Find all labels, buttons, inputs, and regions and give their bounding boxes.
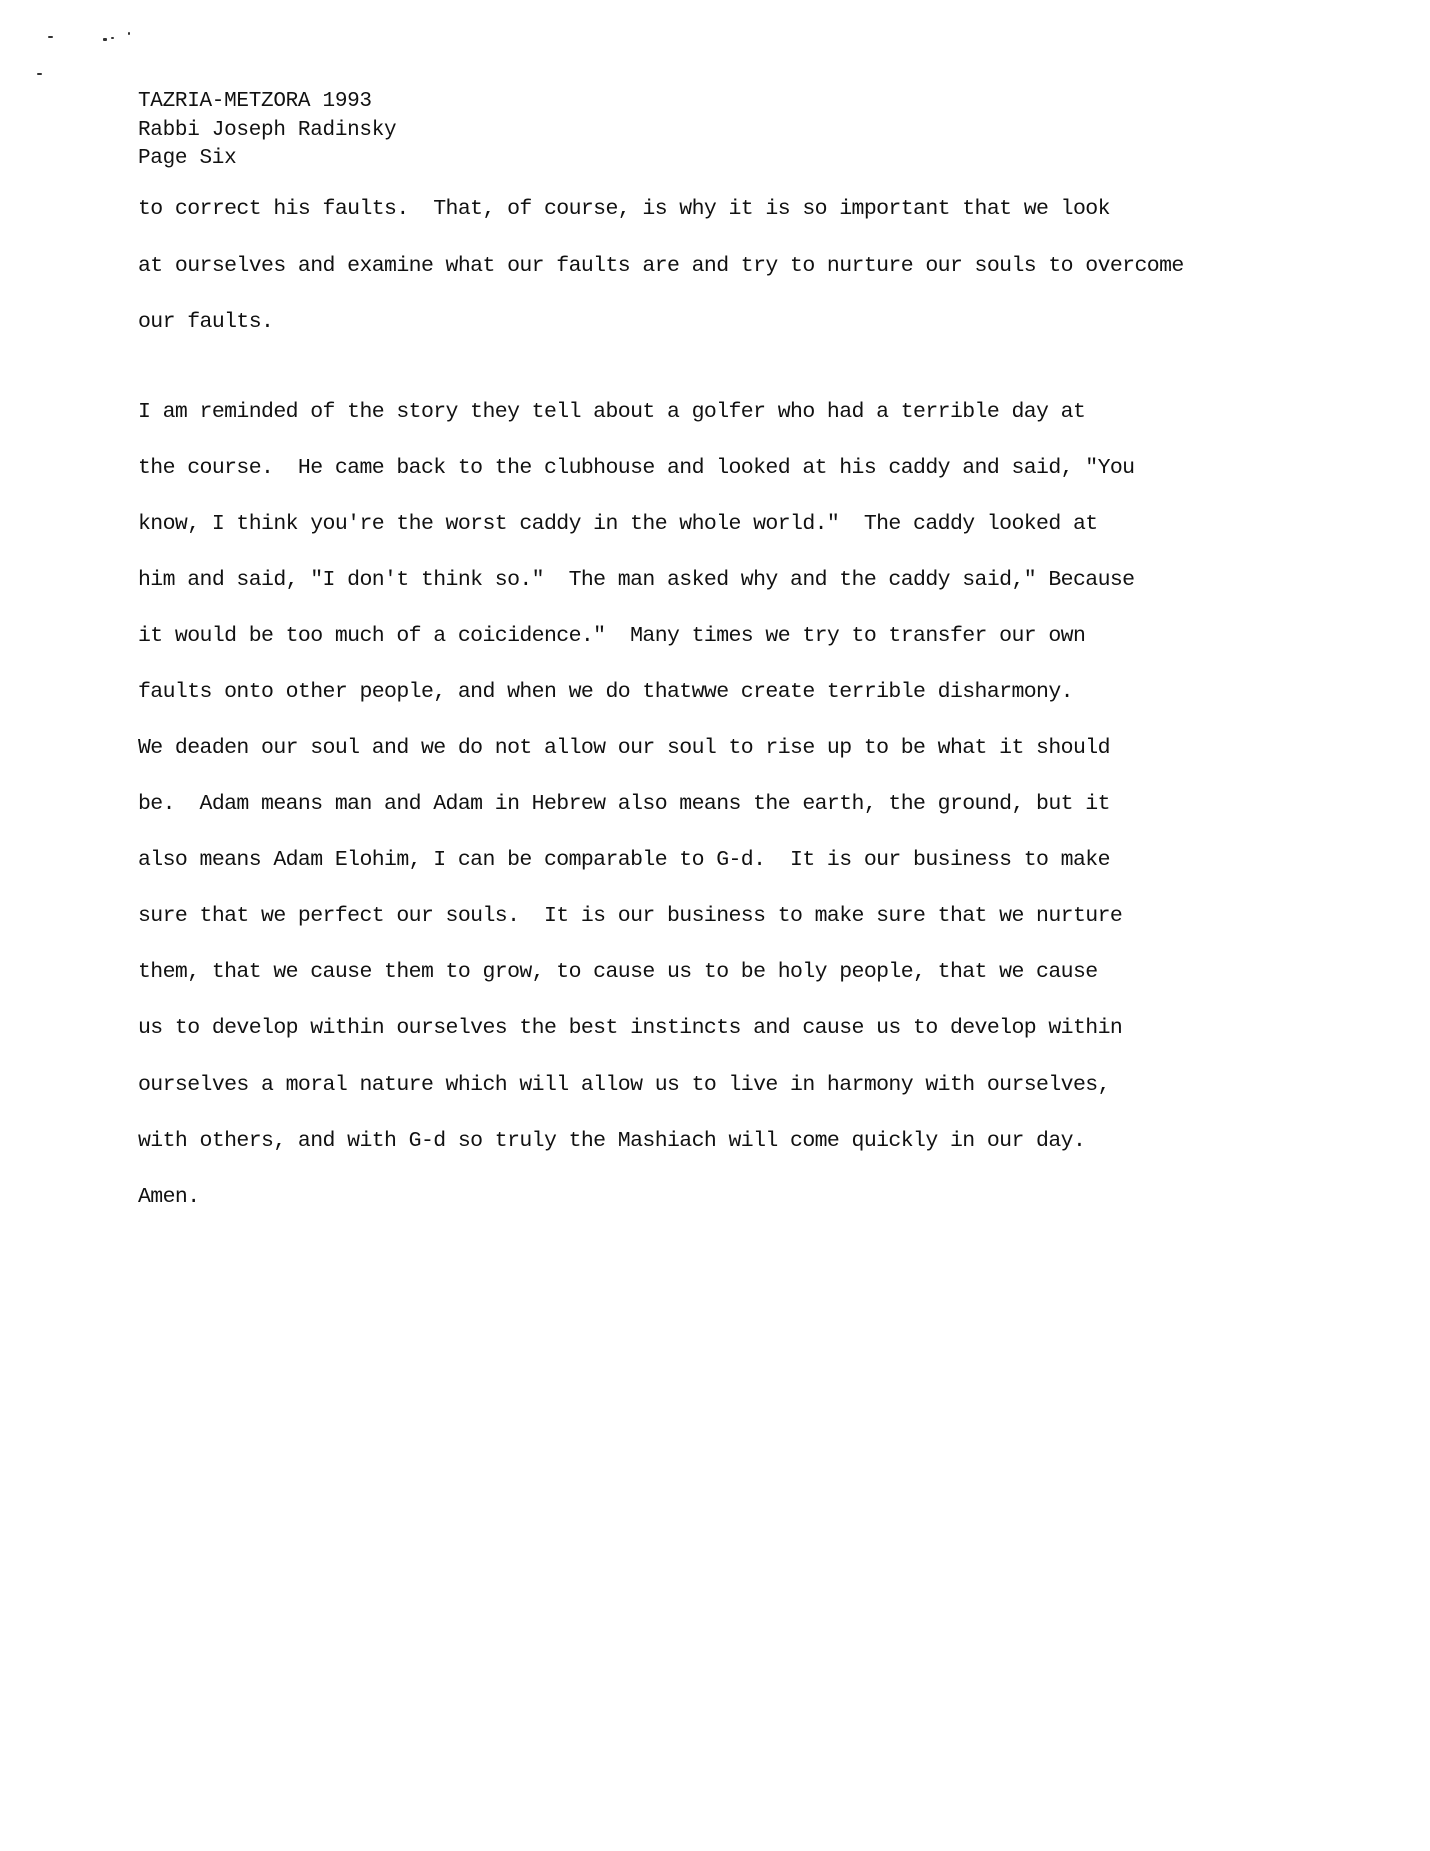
body-line: faults onto other people, and when we do thatwwe create terrible disharmony.: [138, 680, 1073, 704]
body-line: I am reminded of the story they tell about a golfer who had a terrible day at: [138, 400, 1086, 424]
scan-speck: [48, 36, 53, 38]
body-line: ourselves a moral nature which will allow us to live in harmony with ourselves,: [138, 1073, 1110, 1097]
document-author: Rabbi Joseph Radinsky: [138, 118, 397, 142]
page-label: Page Six: [138, 147, 237, 170]
body-line: also means Adam Elohim, I can be comparable to G-d. It is our business to make: [138, 848, 1110, 872]
body-line: be. Adam means man and Adam in Hebrew also means the earth, the ground, but it: [138, 792, 1110, 816]
body-line: it would be too much of a coicidence." Many times we try to transfer our own: [138, 624, 1086, 648]
document-header: [138, 88, 396, 174]
body-line: sure that we perfect our souls. It is our business to make sure that we nurture: [138, 904, 1123, 928]
scan-speck: [37, 73, 42, 75]
scan-speck: [128, 32, 130, 35]
body-line: them, that we cause them to grow, to cause us to be holy people, that we cause: [138, 960, 1098, 984]
body-line: us to develop within ourselves the best instincts and cause us to develop within: [138, 1016, 1123, 1040]
document-title: TAZRIA-METZORA 1993: [138, 90, 372, 113]
body-line: know, I think you're the worst caddy in the whole world." The caddy looked at: [138, 512, 1098, 536]
scan-speck: [103, 38, 107, 41]
closing-amen: Amen.: [138, 1185, 200, 1209]
body-line: the course. He came back to the clubhouse and looked at his caddy and said, "You: [138, 456, 1135, 480]
body-line: to correct his faults. That, of course, is why it is so important that we look: [138, 197, 1110, 221]
body-line: with others, and with G-d so truly the Mashiach will come quickly in our day.: [138, 1129, 1086, 1153]
body-line: at ourselves and examine what our faults are and try to nurture our souls to overcome: [138, 254, 1184, 278]
scan-speck: [111, 37, 114, 39]
body-line: him and said, "I don't think so." The man asked why and the caddy said," Because: [138, 568, 1135, 592]
body-line: We deaden our soul and we do not allow our soul to rise up to be what it should: [138, 736, 1110, 760]
body-line: our faults.: [138, 310, 274, 334]
